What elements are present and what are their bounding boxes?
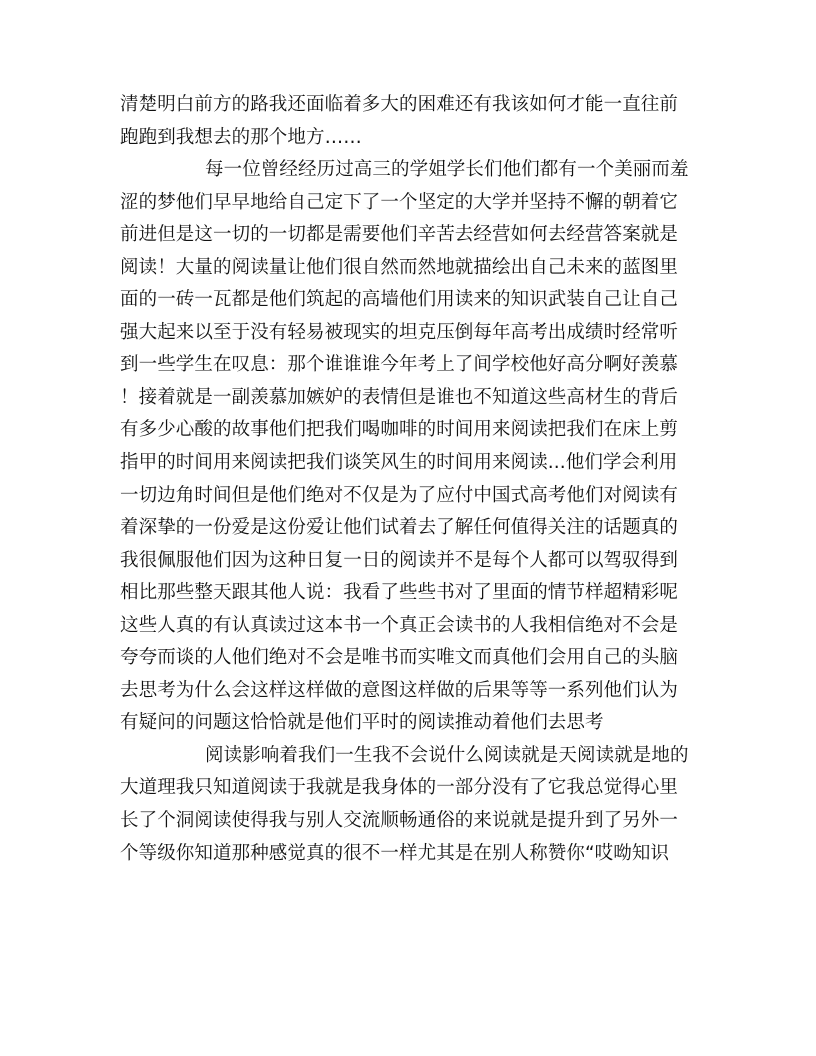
text-line: 这些人真的有认真读过这本书一个真正会读书的人我相信绝对不会是: [120, 614, 679, 636]
text-line: 有疑问的问题这恰恰就是他们平时的阅读推动着他们去思考: [120, 712, 604, 734]
text-line: 有多少心酸的故事他们把我们喝咖啡的时间用来阅读把我们在床上剪: [120, 419, 679, 441]
text-line: ！接着就是一副羡慕加嫉妒的表情但是谁也不知道这些高材生的背后: [120, 386, 679, 408]
text-line: 我很佩服他们因为这种日复一日的阅读并不是每个人都可以驾驭得到: [120, 549, 679, 571]
text-line: 跑跑到我想去的那个地方……: [120, 126, 362, 148]
paragraph-start-line: 每一位曾经经历过高三的学姐学长们他们都有一个美丽而羞: [205, 159, 689, 181]
paragraph-start-line: 阅读影响着我们一生我不会说什么阅读就是天阅读就是地的: [205, 744, 689, 766]
text-line: 清楚明白前方的路我还面临着多大的困难还有我该如何才能一直往前: [120, 94, 679, 115]
text-line: 着深挚的一份爱是这份爱让他们试着去了解任何值得关注的话题真的: [120, 517, 679, 539]
text-line: 阅读！大量的阅读量让他们很自然而然地就描绘出自己未来的蓝图里: [120, 256, 679, 278]
text-line: 面的一砖一瓦都是他们筑起的高墙他们用读来的知识武装自己让自己: [120, 289, 679, 311]
text-line: 前进但是这一切的一切都是需要他们辛苦去经营如何去经营答案就是: [120, 224, 679, 246]
text-line: 夸夸而谈的人他们绝对不会是唯书而实唯文而真他们会用自己的头脑: [120, 647, 679, 669]
document-body: [120, 89, 720, 870]
text-line: 长了个洞阅读使得我与别人交流顺畅通俗的来说就是提升到了另外一: [120, 810, 679, 832]
text-line: 涩的梦他们早早地给自己定下了一个坚定的大学并坚持不懈的朝着它: [120, 191, 679, 213]
text-line: 大道理我只知道阅读于我就是我身体的一部分没有了它我总觉得心里: [120, 777, 679, 799]
text-line: 相比那些整天跟其他人说：我看了些些书对了里面的情节样超精彩呢: [120, 582, 679, 604]
text-line: 强大起来以至于没有轻易被现实的坦克压倒每年高考出成绩时经常听: [120, 321, 679, 343]
text-line: 去思考为什么会这样这样做的意图这样做的后果等等一系列他们认为: [120, 679, 679, 701]
text-line: 一切边角时间但是他们绝对不仅是为了应付中国式高考他们对阅读有: [120, 484, 679, 506]
text-line: 到一些学生在叹息：那个谁谁谁今年考上了间学校他好高分啊好羡慕: [120, 354, 679, 376]
text-line: 指甲的时间用来阅读把我们谈笑风生的时间用来阅读...他们学会利用: [120, 452, 678, 474]
text-line: 个等级你知道那种感觉真的很不一样尤其是在别人称赞你“哎呦知识: [120, 842, 670, 864]
